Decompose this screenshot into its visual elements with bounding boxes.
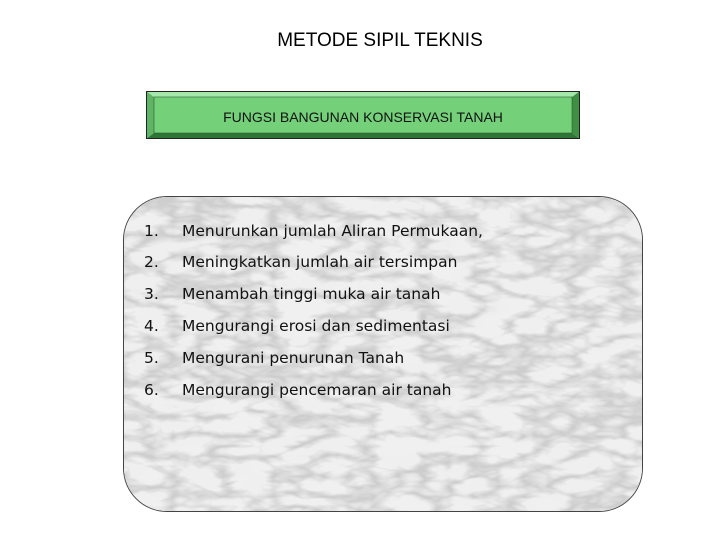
item-text: Meningkatkan jumlah air tersimpan bbox=[182, 253, 458, 271]
item-number: 4. bbox=[144, 317, 159, 335]
item-text: Mengurangi erosi dan sedimentasi bbox=[182, 317, 450, 335]
item-number: 3. bbox=[144, 285, 159, 303]
item-text: Mengurani penurunan Tanah bbox=[182, 349, 405, 367]
item-text: Menurunkan jumlah Aliran Permukaan, bbox=[182, 222, 483, 240]
item-number: 5. bbox=[144, 349, 159, 367]
header-bevel-box bbox=[146, 91, 580, 139]
item-text: Mengurangi pencemaran air tanah bbox=[182, 381, 452, 399]
item-number: 6. bbox=[144, 381, 159, 399]
page-title: METODE SIPIL TEKNIS bbox=[277, 30, 483, 51]
marble-panel bbox=[123, 196, 643, 512]
item-number: 2. bbox=[144, 253, 159, 271]
item-number: 1. bbox=[144, 222, 159, 240]
header-box-label: FUNGSI BANGUNAN KONSERVASI TANAH bbox=[223, 109, 503, 125]
item-text: Menambah tinggi muka air tanah bbox=[182, 285, 441, 303]
